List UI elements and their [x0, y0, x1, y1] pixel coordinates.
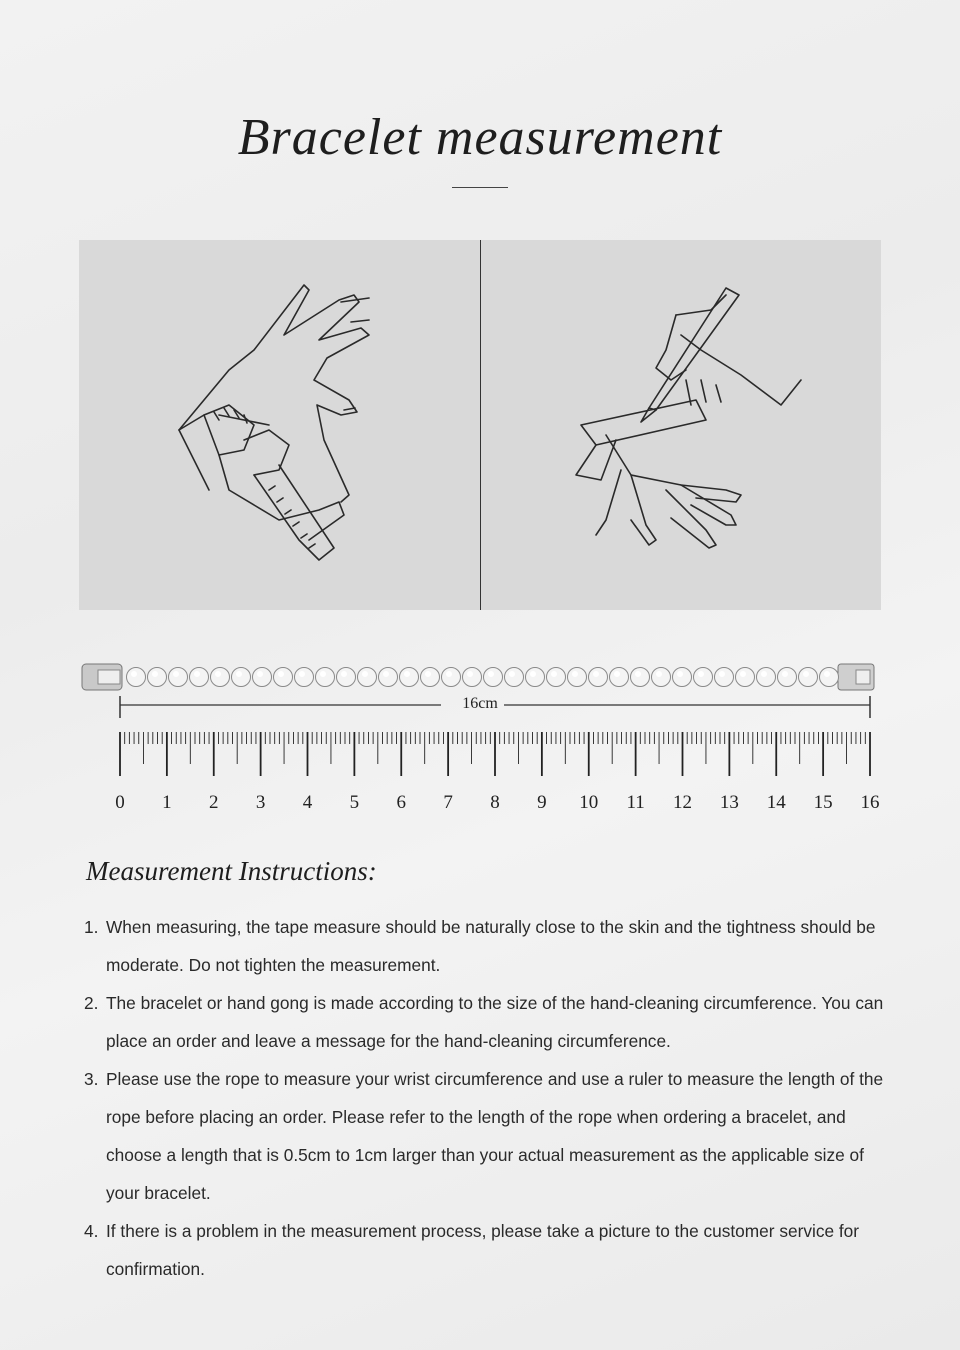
stone-highlight [593, 671, 599, 677]
bracelet-stone [673, 668, 692, 687]
ruler-label: 5 [349, 792, 360, 813]
bracelet-stone [568, 668, 587, 687]
stone-highlight [278, 671, 284, 677]
instruction-text: Please use the rope to measure your wrist circumference and use a ruler to measure the length of the rope before placing an order. Please refer to the length of the rope when ordering a bracelet, and choose a length that is 0.5cm to 1cm larger than your actual measurement as the applicable size of your bracelet. [106, 1069, 884, 1203]
bracelet-stone [757, 668, 776, 687]
stone-highlight [152, 671, 158, 677]
bracelet-stone [316, 668, 335, 687]
measurement-illustrations [79, 240, 881, 610]
ruler-label: 8 [490, 792, 500, 813]
bracelet-stone [337, 668, 356, 687]
bracelet-stone [547, 668, 566, 687]
instruction-item [84, 984, 894, 1060]
bracelet-stone [631, 668, 650, 687]
stone-highlight [677, 671, 683, 677]
stone-highlight [467, 671, 473, 677]
ruler-label: 14 [766, 792, 786, 813]
length-label: 16cm [462, 695, 498, 712]
bracelet-stone [736, 668, 755, 687]
bracelet-stone [442, 668, 461, 687]
instruction-item [84, 1212, 894, 1288]
stone-highlight [782, 671, 788, 677]
stone-highlight [215, 671, 221, 677]
stone-highlight [572, 671, 578, 677]
ruler-label: 15 [813, 792, 833, 813]
stone-highlight [257, 671, 263, 677]
bracelet-stone [778, 668, 797, 687]
instruction-text: The bracelet or hand gong is made according to the size of the hand-cleaning circumference. You can place an order and leave a message for the hand-cleaning circumference. [106, 993, 884, 1051]
bracelet-stone [190, 668, 209, 687]
stone-highlight [425, 671, 431, 677]
bracelet-stone [589, 668, 608, 687]
bracelet-stone [127, 668, 146, 687]
instructions-list [84, 908, 894, 1288]
stone-highlight [341, 671, 347, 677]
stone-highlight [635, 671, 641, 677]
bracelet-stone [421, 668, 440, 687]
stone-highlight [446, 671, 452, 677]
stone-highlight [320, 671, 326, 677]
stone-highlight [530, 671, 536, 677]
stone-highlight [362, 671, 368, 677]
stone-highlight [404, 671, 410, 677]
instruction-text: If there is a problem in the measurement process, please take a picture to the customer service for confirmation. [106, 1221, 860, 1279]
bracelet-stone [820, 668, 839, 687]
stone-highlight [383, 671, 389, 677]
instruction-number: 1. [84, 917, 99, 937]
bracelet-stone [526, 668, 545, 687]
wrist-marking-illustration [481, 240, 881, 610]
bracelet-stone [379, 668, 398, 687]
stone-highlight [740, 671, 746, 677]
stone-highlight [236, 671, 242, 677]
ruler [100, 728, 900, 818]
bracelet-stone [715, 668, 734, 687]
ruler-label: 7 [443, 792, 453, 813]
bracelet-stone [253, 668, 272, 687]
ruler-label: 1 [162, 792, 172, 813]
bracelet-stone [169, 668, 188, 687]
bracelet-stone [652, 668, 671, 687]
ruler-label: 13 [719, 792, 739, 813]
page-title: Bracelet measurement [237, 109, 723, 166]
bracelet-stone [358, 668, 377, 687]
stone-highlight [761, 671, 767, 677]
instruction-item [84, 1060, 894, 1212]
wrist-tape-measure-illustration [79, 240, 479, 610]
ruler-label: 2 [209, 792, 219, 813]
stone-highlight [698, 671, 704, 677]
stone-highlight [173, 671, 179, 677]
instructions-heading: Measurement Instructions: [86, 856, 377, 886]
stone-highlight [488, 671, 494, 677]
instruction-text: When measuring, the tape measure should be naturally close to the skin and the tightness should be moderate. Do not tighten the measurement. [106, 917, 876, 975]
bracelet-stone [400, 668, 419, 687]
stone-highlight [194, 671, 200, 677]
ruler-label: 3 [255, 792, 266, 813]
instruction-number: 2. [84, 993, 99, 1013]
stone-highlight [299, 671, 305, 677]
bracelet-stone [211, 668, 230, 687]
ruler-label: 10 [579, 792, 599, 813]
instruction-number: 4. [84, 1221, 99, 1241]
ruler-label: 6 [396, 792, 406, 813]
stone-highlight [614, 671, 620, 677]
ruler-label: 12 [673, 792, 692, 813]
ruler-label: 11 [626, 792, 645, 813]
stone-highlight [509, 671, 515, 677]
bracelet-stone [799, 668, 818, 687]
bracelet-stone [463, 668, 482, 687]
title-divider [452, 187, 508, 188]
stone-highlight [551, 671, 557, 677]
ruler-label: 9 [537, 792, 547, 813]
stone-highlight [803, 671, 809, 677]
instruction-item [84, 908, 894, 984]
bracelet-stone [274, 668, 293, 687]
ruler-label: 16 [860, 792, 880, 813]
bracelet-stone [484, 668, 503, 687]
ruler-label: 0 [115, 792, 125, 813]
bracelet-stone [505, 668, 524, 687]
ruler-label: 4 [302, 792, 313, 813]
bracelet-stone [148, 668, 167, 687]
bracelet-stone [295, 668, 314, 687]
bracelet-stone [610, 668, 629, 687]
bracelet-stone [232, 668, 251, 687]
instruction-number: 3. [84, 1069, 99, 1089]
bracelet-stone [694, 668, 713, 687]
stone-highlight [719, 671, 725, 677]
stone-highlight [824, 671, 830, 677]
stone-highlight [656, 671, 662, 677]
stone-highlight [131, 671, 137, 677]
